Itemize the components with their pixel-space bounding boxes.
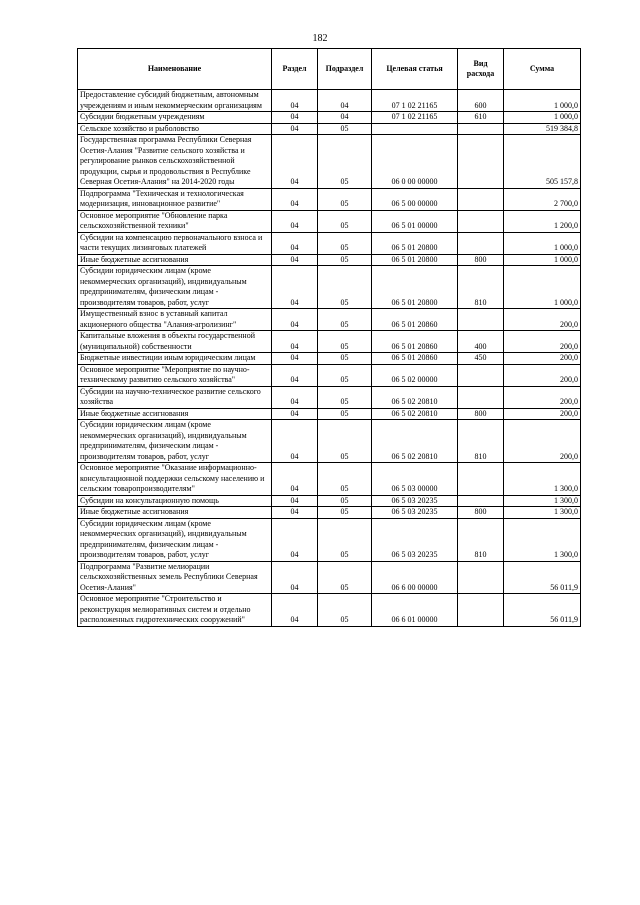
table-row xyxy=(78,594,581,627)
row-target-cell: 06 5 03 20235 xyxy=(372,495,458,507)
row-podrazdel-cell: 05 xyxy=(318,561,372,594)
row-sum-cell: 200,0 xyxy=(504,420,581,463)
row-name-cell: Предоставление субсидий бюджетным, автономным учреждениям и иным некоммерческим организациям xyxy=(78,90,272,112)
table-row xyxy=(78,463,581,496)
row-sum-cell: 200,0 xyxy=(504,309,581,331)
row-vid-cell xyxy=(458,135,504,189)
table-row xyxy=(78,210,581,232)
row-podrazdel-cell: 04 xyxy=(318,112,372,124)
table-row xyxy=(78,309,581,331)
row-sum-cell: 1 000,0 xyxy=(504,90,581,112)
table-row xyxy=(78,364,581,386)
row-sum-cell: 200,0 xyxy=(504,386,581,408)
row-sum-cell: 1 000,0 xyxy=(504,266,581,309)
row-podrazdel-cell: 05 xyxy=(318,188,372,210)
row-razdel-cell: 04 xyxy=(272,331,318,353)
row-vid-cell: 400 xyxy=(458,331,504,353)
table-body xyxy=(78,90,581,627)
row-podrazdel-cell: 05 xyxy=(318,594,372,627)
row-name-cell: Субсидии юридическим лицам (кроме некоммерческих организаций), индивидуальным предпринимателям, физическим лицам - производителям товаров, работ, услуг xyxy=(78,266,272,309)
row-razdel-cell: 04 xyxy=(272,210,318,232)
row-name-cell: Иные бюджетные ассигнования xyxy=(78,507,272,519)
row-name-cell: Иные бюджетные ассигнования xyxy=(78,254,272,266)
table-row xyxy=(78,135,581,189)
row-sum-cell: 200,0 xyxy=(504,353,581,365)
row-razdel-cell: 04 xyxy=(272,507,318,519)
row-name-cell: Бюджетные инвестиции иным юридическим лицам xyxy=(78,353,272,365)
row-name-cell: Сельское хозяйство и рыболовство xyxy=(78,123,272,135)
header-target: Целевая статья xyxy=(372,49,458,90)
row-podrazdel-cell: 05 xyxy=(318,135,372,189)
page-number: 182 xyxy=(312,33,328,44)
row-podrazdel-cell: 05 xyxy=(318,518,372,561)
row-target-cell: 06 5 01 20800 xyxy=(372,254,458,266)
row-vid-cell xyxy=(458,594,504,627)
row-razdel-cell: 04 xyxy=(272,309,318,331)
header-sum: Сумма xyxy=(504,49,581,90)
row-target-cell: 06 5 01 20800 xyxy=(372,266,458,309)
row-target-cell: 06 5 01 20860 xyxy=(372,309,458,331)
budget-table xyxy=(77,48,581,627)
row-sum-cell: 200,0 xyxy=(504,331,581,353)
row-vid-cell: 800 xyxy=(458,507,504,519)
row-razdel-cell: 04 xyxy=(272,408,318,420)
row-podrazdel-cell: 05 xyxy=(318,386,372,408)
row-vid-cell: 800 xyxy=(458,408,504,420)
row-target-cell: 06 0 00 00000 xyxy=(372,135,458,189)
row-podrazdel-cell: 05 xyxy=(318,353,372,365)
row-target-cell: 07 1 02 21165 xyxy=(372,90,458,112)
row-razdel-cell: 04 xyxy=(272,232,318,254)
row-vid-cell xyxy=(458,232,504,254)
row-vid-cell: 810 xyxy=(458,420,504,463)
row-podrazdel-cell: 05 xyxy=(318,210,372,232)
table-row xyxy=(78,254,581,266)
row-target-cell: 06 5 01 20860 xyxy=(372,353,458,365)
row-razdel-cell: 04 xyxy=(272,90,318,112)
table-row xyxy=(78,266,581,309)
row-podrazdel-cell: 05 xyxy=(318,266,372,309)
table-row xyxy=(78,188,581,210)
row-sum-cell: 1 000,0 xyxy=(504,254,581,266)
table-row xyxy=(78,353,581,365)
row-name-cell: Основное мероприятие "Мероприятие по научно-техническому развитию сельского хозяйства" xyxy=(78,364,272,386)
row-razdel-cell: 04 xyxy=(272,266,318,309)
row-sum-cell: 1 300,0 xyxy=(504,495,581,507)
row-sum-cell: 1 200,0 xyxy=(504,210,581,232)
row-name-cell: Имущественный взнос в уставный капитал акционерного общества "Алания-агролизинг" xyxy=(78,309,272,331)
row-sum-cell: 56 011,9 xyxy=(504,561,581,594)
row-podrazdel-cell: 05 xyxy=(318,364,372,386)
table-row xyxy=(78,123,581,135)
row-vid-cell: 810 xyxy=(458,266,504,309)
row-target-cell: 06 5 00 00000 xyxy=(372,188,458,210)
row-razdel-cell: 04 xyxy=(272,123,318,135)
row-vid-cell xyxy=(458,309,504,331)
table-header-row xyxy=(78,49,581,90)
row-target-cell: 06 5 02 20810 xyxy=(372,408,458,420)
row-razdel-cell: 04 xyxy=(272,495,318,507)
row-razdel-cell: 04 xyxy=(272,353,318,365)
row-podrazdel-cell: 05 xyxy=(318,309,372,331)
table-row xyxy=(78,386,581,408)
row-sum-cell: 1 300,0 xyxy=(504,507,581,519)
table-row xyxy=(78,408,581,420)
row-name-cell: Основное мероприятие "Строительство и реконструкция мелиоративных систем и отдельно расположенных гидротехнических сооружений" xyxy=(78,594,272,627)
row-target-cell xyxy=(372,123,458,135)
row-vid-cell: 610 xyxy=(458,112,504,124)
row-podrazdel-cell: 05 xyxy=(318,420,372,463)
table-row xyxy=(78,507,581,519)
row-podrazdel-cell: 05 xyxy=(318,495,372,507)
row-vid-cell: 450 xyxy=(458,353,504,365)
row-sum-cell: 1 300,0 xyxy=(504,463,581,496)
row-name-cell: Основное мероприятие "Оказание информационно-консультационной поддержки сельскому населению и сельским товаропроизводителям" xyxy=(78,463,272,496)
table-row xyxy=(78,90,581,112)
row-vid-cell xyxy=(458,210,504,232)
row-target-cell: 06 5 03 20235 xyxy=(372,518,458,561)
row-podrazdel-cell: 05 xyxy=(318,507,372,519)
row-podrazdel-cell: 05 xyxy=(318,463,372,496)
row-vid-cell: 600 xyxy=(458,90,504,112)
row-podrazdel-cell: 05 xyxy=(318,123,372,135)
row-vid-cell xyxy=(458,188,504,210)
row-sum-cell: 1 000,0 xyxy=(504,112,581,124)
row-vid-cell xyxy=(458,495,504,507)
row-razdel-cell: 04 xyxy=(272,561,318,594)
row-name-cell: Субсидии на научно-техническое развитие сельского хозяйства xyxy=(78,386,272,408)
row-target-cell: 07 1 02 21165 xyxy=(372,112,458,124)
row-razdel-cell: 04 xyxy=(272,386,318,408)
row-name-cell: Капитальные вложения в объекты государственной (муниципальной) собственности xyxy=(78,331,272,353)
row-sum-cell: 1 300,0 xyxy=(504,518,581,561)
row-sum-cell: 505 157,8 xyxy=(504,135,581,189)
row-vid-cell xyxy=(458,386,504,408)
row-target-cell: 06 5 01 20800 xyxy=(372,232,458,254)
row-name-cell: Подпрограмма "Развитие мелиорации сельскохозяйственных земель Республики Северная Осетия-Алания" xyxy=(78,561,272,594)
row-vid-cell: 800 xyxy=(458,254,504,266)
row-vid-cell xyxy=(458,561,504,594)
header-podrazdel: Подраздел xyxy=(318,49,372,90)
row-target-cell: 06 5 01 20860 xyxy=(372,331,458,353)
row-razdel-cell: 04 xyxy=(272,254,318,266)
header-razdel: Раздел xyxy=(272,49,318,90)
row-razdel-cell: 04 xyxy=(272,188,318,210)
row-sum-cell: 56 011,9 xyxy=(504,594,581,627)
table-row xyxy=(78,518,581,561)
header-name: Наименование xyxy=(78,49,272,90)
row-vid-cell xyxy=(458,364,504,386)
row-podrazdel-cell: 05 xyxy=(318,408,372,420)
row-target-cell: 06 6 01 00000 xyxy=(372,594,458,627)
row-target-cell: 06 5 03 00000 xyxy=(372,463,458,496)
row-target-cell: 06 5 02 20810 xyxy=(372,420,458,463)
row-razdel-cell: 04 xyxy=(272,594,318,627)
row-sum-cell: 200,0 xyxy=(504,364,581,386)
row-name-cell: Государственная программа Республики Северная Осетия-Алания "Развитие сельского хозяйства и регулирование рынков сельскохозяйственной продукции, сырья и продовольствия в Республике Северная Осетия-Алания" на 2014-2020 годы xyxy=(78,135,272,189)
row-name-cell: Иные бюджетные ассигнования xyxy=(78,408,272,420)
row-target-cell: 06 6 00 00000 xyxy=(372,561,458,594)
row-sum-cell: 200,0 xyxy=(504,408,581,420)
row-target-cell: 06 5 01 00000 xyxy=(372,210,458,232)
table-row xyxy=(78,420,581,463)
row-sum-cell: 2 700,0 xyxy=(504,188,581,210)
row-name-cell: Субсидии юридическим лицам (кроме некоммерческих организаций), индивидуальным предпринимателям, физическим лицам - производителям товаров, работ, услуг xyxy=(78,518,272,561)
row-podrazdel-cell: 05 xyxy=(318,331,372,353)
row-name-cell: Субсидии на консультационную помощь xyxy=(78,495,272,507)
row-target-cell: 06 5 03 20235 xyxy=(372,507,458,519)
row-name-cell: Субсидии юридическим лицам (кроме некоммерческих организаций), индивидуальным предпринимателям, физическим лицам - производителям товаров, работ, услуг xyxy=(78,420,272,463)
row-razdel-cell: 04 xyxy=(272,112,318,124)
row-razdel-cell: 04 xyxy=(272,518,318,561)
row-target-cell: 06 5 02 00000 xyxy=(372,364,458,386)
table-row xyxy=(78,495,581,507)
row-podrazdel-cell: 05 xyxy=(318,254,372,266)
row-sum-cell: 1 000,0 xyxy=(504,232,581,254)
row-razdel-cell: 04 xyxy=(272,463,318,496)
table-row xyxy=(78,232,581,254)
row-razdel-cell: 04 xyxy=(272,364,318,386)
table-row xyxy=(78,331,581,353)
header-vid: Вид расхода xyxy=(458,49,504,90)
table-row xyxy=(78,112,581,124)
row-razdel-cell: 04 xyxy=(272,135,318,189)
row-razdel-cell: 04 xyxy=(272,420,318,463)
row-name-cell: Основное мероприятие "Обновление парка сельскохозяйственной техники" xyxy=(78,210,272,232)
row-target-cell: 06 5 02 20810 xyxy=(372,386,458,408)
row-sum-cell: 519 384,8 xyxy=(504,123,581,135)
row-name-cell: Подпрограмма "Техническая и технологическая модернизация, инновационное развитие" xyxy=(78,188,272,210)
row-podrazdel-cell: 04 xyxy=(318,90,372,112)
row-vid-cell: 810 xyxy=(458,518,504,561)
row-name-cell: Субсидии на компенсацию первоначального взноса и части текущих лизинговых платежей xyxy=(78,232,272,254)
row-vid-cell xyxy=(458,123,504,135)
row-podrazdel-cell: 05 xyxy=(318,232,372,254)
row-name-cell: Субсидии бюджетным учреждениям xyxy=(78,112,272,124)
row-vid-cell xyxy=(458,463,504,496)
table-row xyxy=(78,561,581,594)
